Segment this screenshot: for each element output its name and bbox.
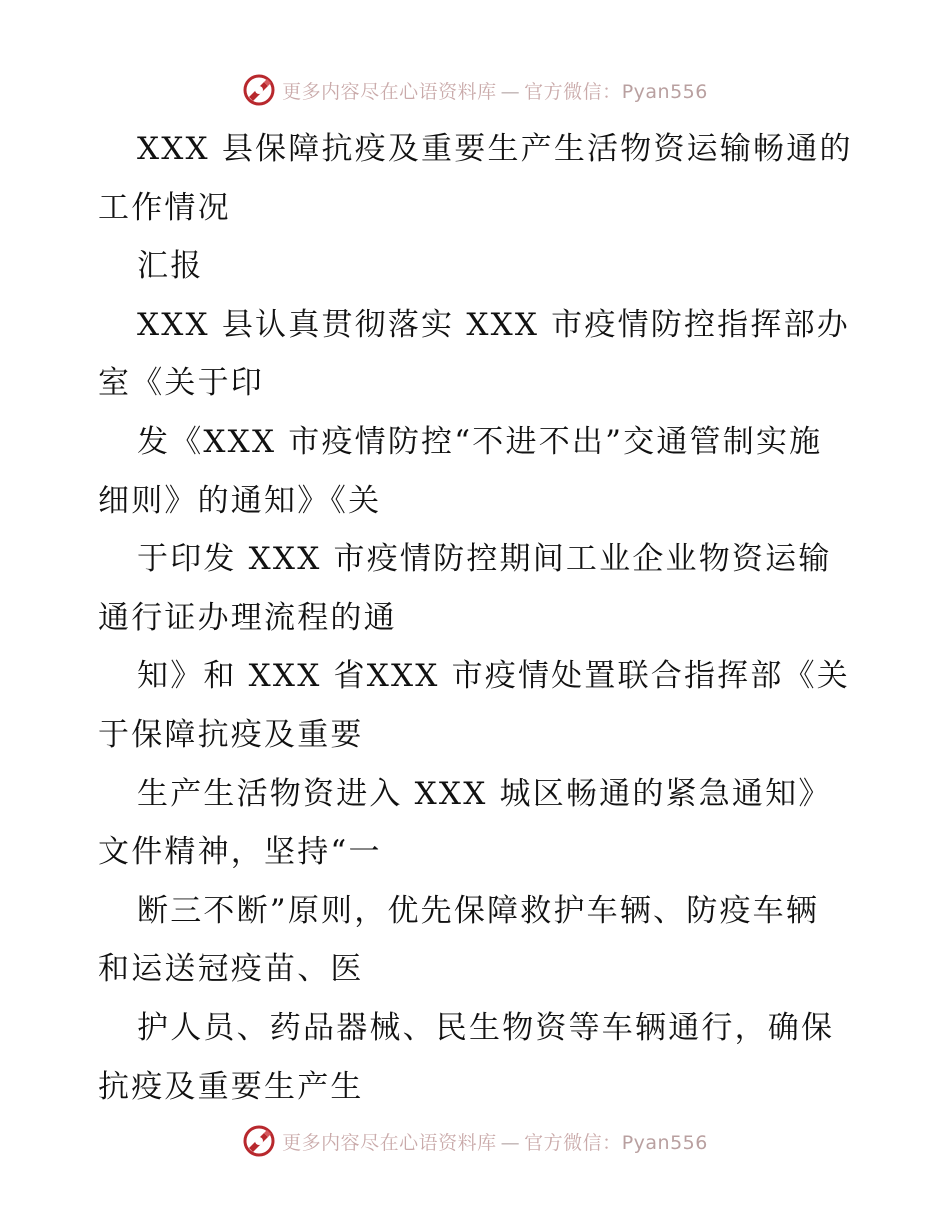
watermark-wechat-label: 官方微信： (524, 80, 622, 103)
text-line: 细则》的通知》《关 (98, 482, 382, 519)
text-line: XXX 县认真贯彻落实 XXX 市疫情防控指挥部办 (137, 306, 850, 343)
watermark-wechat-label: 官方微信： (524, 1131, 622, 1154)
watermark-wechat-id: Pyan556 (621, 1131, 708, 1154)
text-line: 发《XXX 市疫情防控“不进不出”交通管制实施 (137, 423, 823, 460)
text-line: 通行证办理流程的通 (98, 599, 397, 636)
text-line: 护人员、药品器械、民生物资等车辆通行，确保 (137, 1009, 835, 1046)
text-line: 文件精神，坚持“一 (98, 834, 382, 871)
watermark-text: 更多内容尽在心语资料库 (282, 80, 497, 103)
text-line: 断三不断”原则，优先保障救护车辆、防疫车辆 (137, 892, 820, 929)
text-line: 于保障抗疫及重要 (98, 716, 364, 753)
text-line: 抗疫及重要生产生 (98, 1068, 364, 1105)
text-line: 于印发 XXX 市疫情防控期间工业企业物资运输 (137, 541, 832, 578)
text-line: 生产生活物资进入 XXX 城区畅通的紧急通知》 (137, 775, 832, 812)
text-line: 汇报 (137, 248, 204, 285)
text-line: 和运送冠疫苗、医 (98, 951, 364, 988)
document-body (98, 120, 858, 1116)
text-line: 知》和 XXX 省XXX 市疫情处置联合指挥部《关 (137, 658, 850, 695)
text-line: XXX 县保障抗疫及重要生产生活物资运输畅通的 (137, 131, 853, 167)
logo-icon (242, 1124, 276, 1158)
logo-icon (242, 73, 276, 107)
watermark-wechat-id: Pyan556 (621, 80, 708, 103)
text-line: 室《关于印 (98, 365, 264, 402)
watermark-separator: — (500, 1131, 521, 1154)
footer-watermark (0, 1121, 950, 1161)
watermark-text: 更多内容尽在心语资料库 (282, 1131, 497, 1154)
text-line: 工作情况 (98, 189, 231, 226)
watermark-separator: — (500, 80, 521, 103)
header-watermark (0, 70, 950, 110)
